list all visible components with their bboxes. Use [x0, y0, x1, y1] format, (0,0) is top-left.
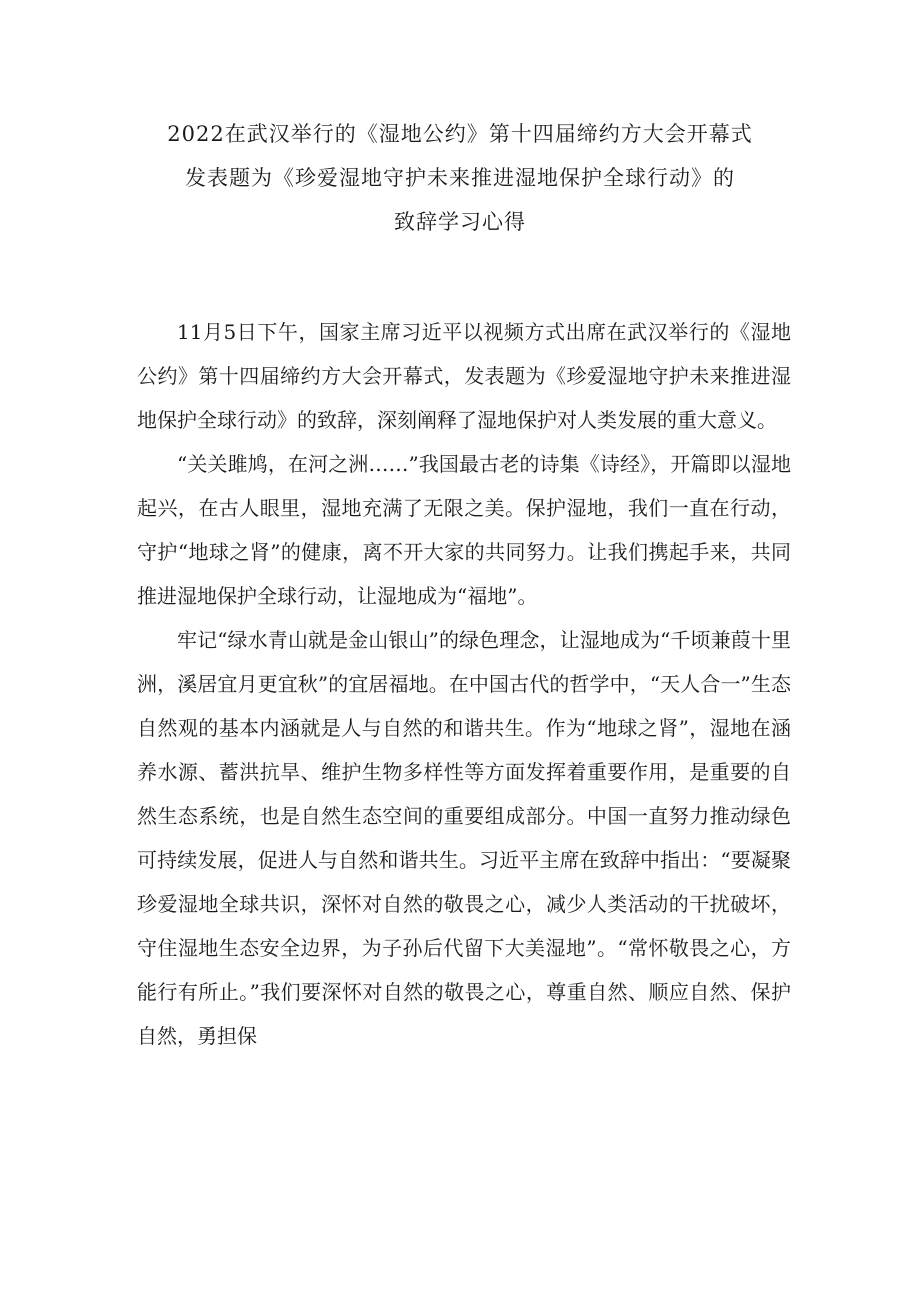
- title-line-3: 致辞学习心得: [394, 210, 526, 234]
- document-body: [137, 310, 791, 1058]
- document-title: [0, 112, 920, 244]
- paragraph-1: 11月5日下午，国家主席习近平以视频方式出席在武汉举行的《湿地公约》第十四届缔约方大会开幕式，发表题为《珍爱湿地守护未来推进湿地保护全球行动》的致辞，深刻阐释了湿地保护对人类发展的重大意义。: [137, 320, 791, 432]
- title-line-2: 发表题为《珍爱湿地守护未来推进湿地保护全球行动》的: [185, 166, 735, 190]
- paragraph-3: 牢记“绿水青山就是金山银山”的绿色理念，让湿地成为“千顷兼葭十里洲，溪居宜月更宜秋”的宜居福地。在中国古代的哲学中，“天人合一”生态自然观的基本内涵就是人与自然的和谐共生。作为“地球之肾”，湿地在涵养水源、蓄洪抗旱、维护生物多样性等方面发挥着重要作用，是重要的自然生态系统，也是自然生态空间的重要组成部分。中国一直努力推动绿色可持续发展，促进人与自然和谐共生。习近平主席在致辞中指出：“要凝聚珍爱湿地全球共识，深怀对自然的敬畏之心，减少人类活动的干扰破坏，守住湿地生态安全边界，为子孙后代留下大美湿地”。“常怀敬畏之心，方能行有所止。”我们要深怀对自然的敬畏之心，尊重自然、顺应自然、保护自然，勇担保: [137, 628, 791, 1048]
- title-line-1: 2022在武汉举行的《湿地公约》第十四届缔约方大会开幕式: [167, 122, 753, 146]
- paragraph-2: “关关雎鸠，在河之洲……”我国最古老的诗集《诗经》，开篇即以湿地起兴，在古人眼里，湿地充满了无限之美。保护湿地，我们一直在行动，守护“地球之肾”的健康，离不开大家的共同努力。让我们携起手来，共同推进湿地保护全球行动，让湿地成为“福地”。: [137, 452, 791, 608]
